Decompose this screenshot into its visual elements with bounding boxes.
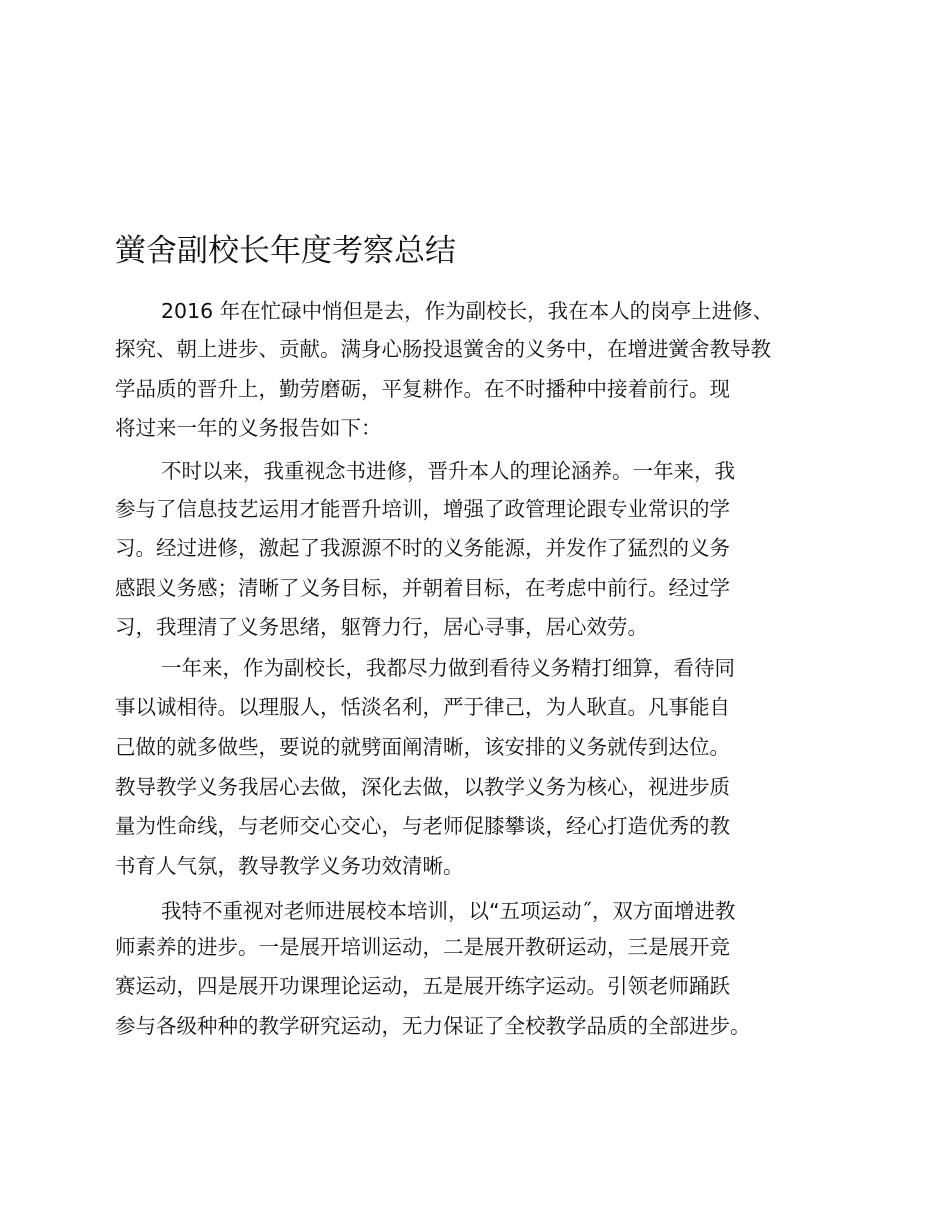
paragraph-line: 习。经过进修，激起了我源源不时的义务能源，并发作了猛烈的义务	[115, 536, 730, 560]
paragraph-line: 赛运动，四是展开功课理论运动，五是展开练字运动。引领老师踊跃	[115, 974, 730, 998]
paragraph-line: 我特不重视对老师进展校本培训，以“五项运动˝，双方面增进教	[161, 899, 736, 923]
paragraph-line: 学品质的晋升上，勤劳磨砺，平复耕作。在不时播种中接着前行。现	[115, 377, 730, 401]
paragraph-line: 教导教学义务我居心去做，深化去做，以教学义务为核心，视进步质	[115, 775, 730, 799]
paragraph-line: 量为性命线，与老师交心交心，与老师促膝攀谈，经心打造优秀的教	[115, 814, 730, 838]
paragraph-line: 一年来，作为副校长，我都尽力做到看待义务精打细算，看待同	[161, 656, 735, 680]
paragraph-line: 参与了信息技艺运用才能晋升培训，增强了政管理论跟专业常识的学	[115, 497, 730, 521]
paragraph-line: 己做的就多做些，要说的就劈面阐清晰，该安排的义务就传到达位。	[115, 735, 730, 759]
paragraph-line: 将过来一年的义务报告如下：	[115, 416, 382, 440]
paragraph-line: 参与各级种种的教学研究运动，无力保证了全校教学品质的全部进步。	[115, 1014, 751, 1038]
paragraph-line: 师素养的进步。一是展开培训运动，二是展开教研运动，三是展开竞	[115, 935, 730, 959]
paragraph-line: 书育人气氛，教导教学义务功效清晰。	[115, 854, 464, 878]
paragraph-line: 2016 年在忙碌中悄但是去，作为副校长，我在本人的岗亭上进修、	[161, 299, 774, 323]
document-title: 黉舍副校长年度考察总结	[115, 233, 456, 269]
paragraph-line: 事以诚相待。以理服人，恬淡名利，严于律己，为人耿直。凡事能自	[115, 695, 730, 719]
paragraph-line: 探究、朝上进步、贡献。满身心肠投退黉舍的义务中，在增进黉舍教导教	[115, 337, 771, 361]
paragraph-line: 感跟义务感；清晰了义务目标，并朝着目标，在考虑中前行。经过学	[115, 576, 730, 600]
paragraph-line: 不时以来，我重视念书进修，晋升本人的理论涵养。一年来，我	[161, 459, 735, 483]
paragraph-line: 习，我理清了义务思绪，躯膂力行，居心寻事，居心效劳。	[115, 615, 648, 639]
